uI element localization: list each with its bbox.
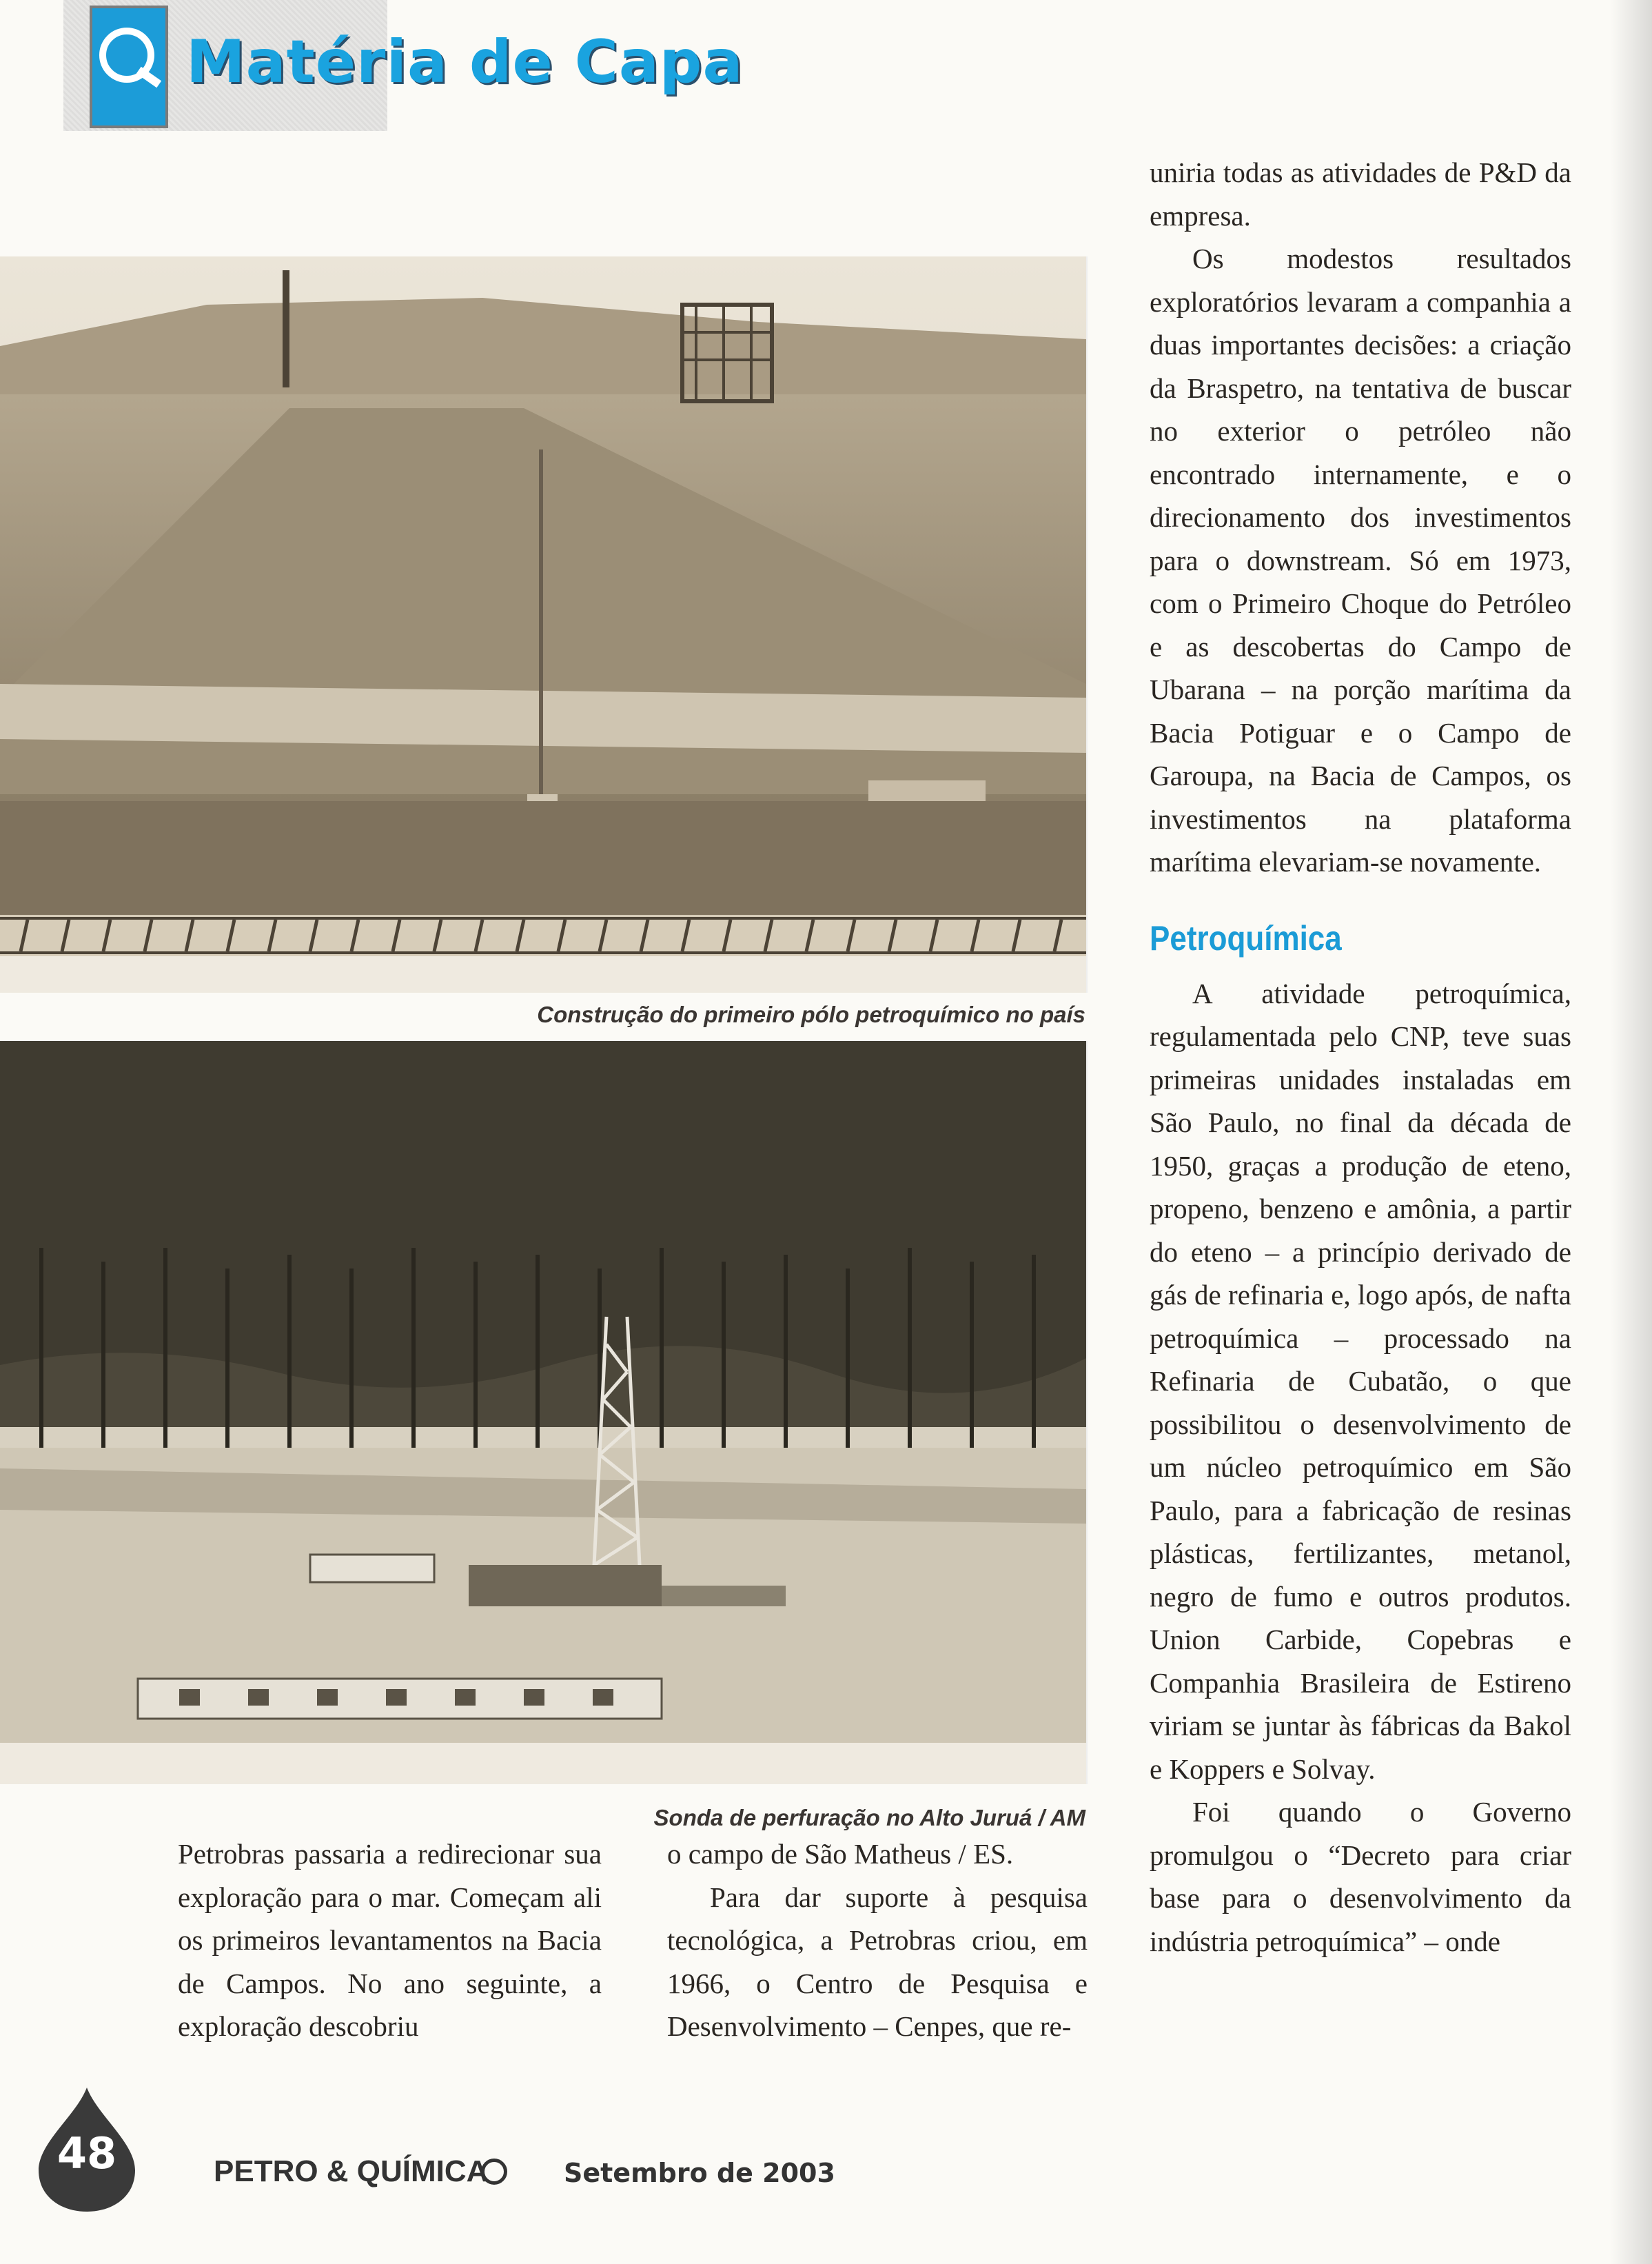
subheading-petroquimica: Petroquímica (1150, 918, 1342, 958)
publication-name: PETRO & QUÍMICA (214, 2154, 489, 2188)
photo-caption: Sonda de perfuração no Alto Juruá / AM (653, 1805, 1085, 1830)
article-paragraph: Petrobras passaria a redirecionar sua exploração para o mar. Começam ali os primeiros levantamentos na Bacia de Campos. No ano seguinte, a exploração descobriu (178, 1838, 602, 2042)
article-paragraph: o campo de São Matheus / ES. (667, 1838, 1014, 1870)
article-paragraph: Os modestos resultados exploratórios levaram a companhia a duas importantes decisões: a criação da Braspetro, na tentativa de buscar no exterior o petróleo não encontrado internamente, e o direcionamento dos investimentos para o downstream. Só em 1973, com o Primeiro Choque do Petróleo e as descobertas do Campo de Ubarana – na porção marítima da Bacia Potiguar e o Campo de Garoupa, na Bacia de Campos, os investimentos na plataforma marítima elevariam-se novamente. (1150, 243, 1571, 878)
article-column-right (1150, 151, 1571, 1963)
article-paragraph: A atividade petroquímica, regulamentada pelo CNP, teve suas primeiras unidades instaladas em São Paulo, no final da década de 1950, graças a produção de eteno, propeno, benzeno e amônia, a partir do eteno – a princípio derivado de gás de refinaria e, logo após, de nafta petroquímica – processado na Refinaria de Cubatão, o que possibilitou o desenvolvimento de um núcleo petroquímico em São Paulo, para a fabricação de resinas plásticas, fertilizantes, metanol, negro de fumo e outros produtos. Union Carbide, Copebras e Companhia Brasileira de Estireno viriam se juntar às fábricas da Bakol e Koppers e Solvay. (1150, 977, 1571, 1785)
section-title: Matéria de Capa (186, 28, 744, 97)
construction-photo (0, 256, 1088, 993)
article-column-left-2 (667, 1832, 1088, 2048)
page-edge-shadow (1611, 0, 1652, 2264)
photo-caption: Construção do primeiro pólo petroquímico no país (537, 1002, 1085, 1027)
page-number: 48 (57, 2128, 117, 2179)
article-paragraph: uniria todas as atividades de P&D da empresa. (1150, 156, 1571, 232)
publication-mark-icon (481, 2159, 507, 2185)
drilling-rig-photo (0, 1041, 1088, 1784)
article-paragraph: Foi quando o Governo promulgou o “Decreto para criar base para o desenvolvimento da indústria petroquímica” – onde (1150, 1796, 1571, 1957)
article-paragraph: Para dar suporte à pesquisa tecnológica, a Petrobras criou, em 1966, o Centro de Pesquisa e Desenvolvimento – Cenpes, que re- (667, 1881, 1088, 2042)
article-column-left-1 (178, 1832, 602, 2048)
issue-date: Setembro de 2003 (564, 2158, 835, 2188)
